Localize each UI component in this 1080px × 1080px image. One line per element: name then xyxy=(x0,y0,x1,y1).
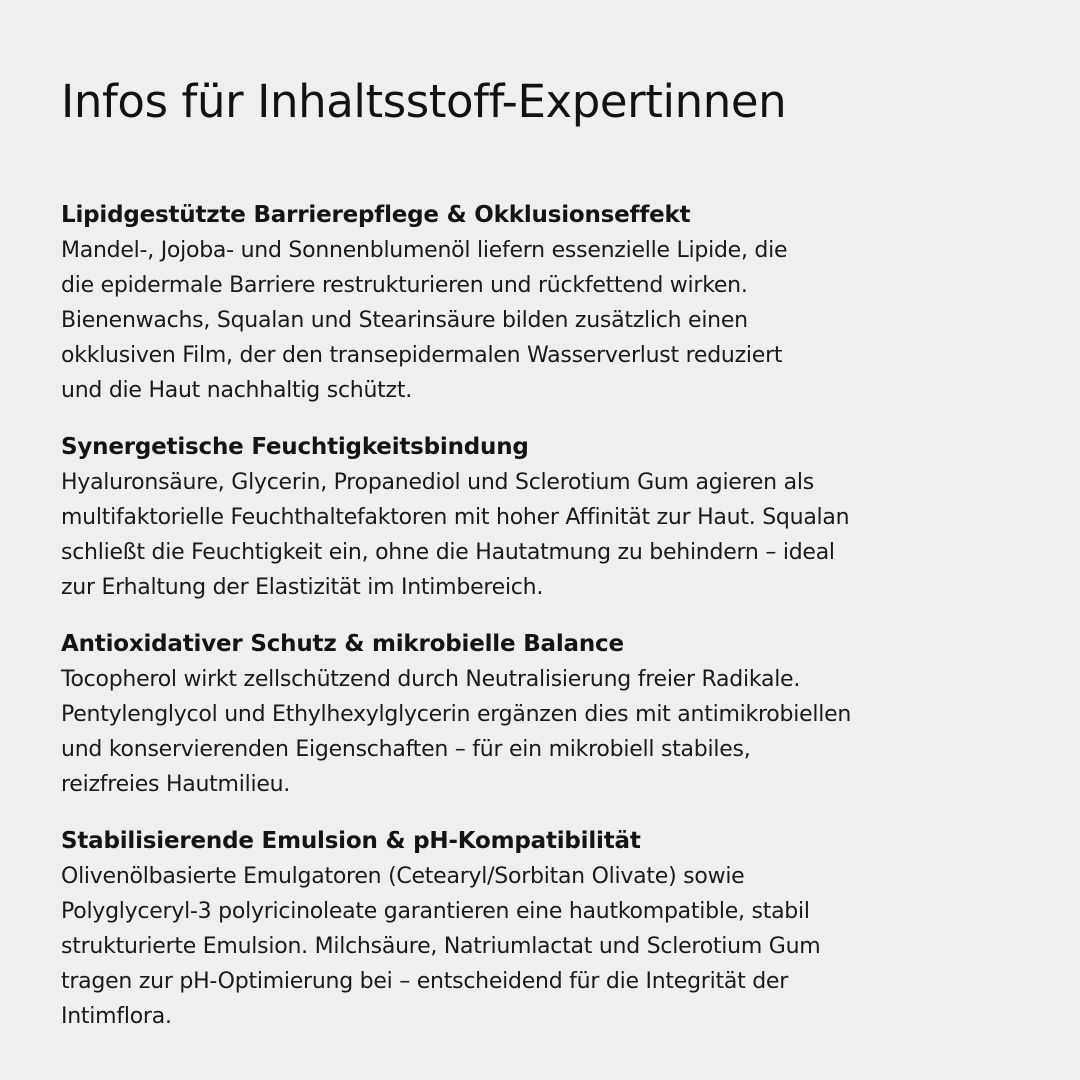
section-text-line: und konservierenden Eigenschaften – für ein mikrobiell stabiles, xyxy=(61,737,751,762)
section-text-line: multifaktorielle Feuchthaltefaktoren mit hoher Affinität zur Haut. Squalan xyxy=(61,505,850,530)
section-heading: Stabilisierende Emulsion & pH-Kompatibilität xyxy=(61,828,641,854)
section-body xyxy=(61,662,1020,802)
section-text-line: Hyaluronsäure, Glycerin, Propanediol und Sclerotium Gum agieren als xyxy=(61,470,814,495)
section-moisture-binding xyxy=(61,430,1020,605)
section-text-line: Bienenwachs, Squalan und Stearinsäure bilden zusätzlich einen xyxy=(61,308,748,333)
section-body xyxy=(61,859,1020,1034)
section-text-line: Tocopherol wirkt zellschützend durch Neutralisierung freier Radikale. xyxy=(61,667,801,692)
section-text-line: schließt die Feuchtigkeit ein, ohne die Hautatmung zu behindern – ideal xyxy=(61,540,835,565)
section-heading: Antioxidativer Schutz & mikrobielle Balance xyxy=(61,631,624,657)
section-text-line: zur Erhaltung der Elastizität im Intimbereich. xyxy=(61,575,544,600)
section-emulsion-ph xyxy=(61,824,1020,1034)
section-text-line: okklusiven Film, der den transepidermalen Wasserverlust reduziert xyxy=(61,343,783,368)
section-text-line: und die Haut nachhaltig schützt. xyxy=(61,378,412,403)
section-text-line: die epidermale Barriere restrukturieren und rückfettend wirken. xyxy=(61,273,748,298)
section-antioxidant-protection xyxy=(61,627,1020,802)
section-text-line: Mandel-, Jojoba- und Sonnenblumenöl liefern essenzielle Lipide, die xyxy=(61,238,788,263)
page-title: Infos für Inhaltsstoff-Expertinnen xyxy=(61,75,787,128)
section-text-line: Polyglyceryl-3 polyricinoleate garantieren eine hautkompatible, stabil xyxy=(61,899,810,924)
section-text-line: Olivenölbasierte Emulgatoren (Cetearyl/Sorbitan Olivate) sowie xyxy=(61,864,745,889)
section-text-line: strukturierte Emulsion. Milchsäure, Natriumlactat und Sclerotium Gum xyxy=(61,934,821,959)
sections-list xyxy=(61,198,1020,1034)
section-heading: Synergetische Feuchtigkeitsbindung xyxy=(61,434,529,460)
section-body xyxy=(61,233,1020,408)
section-text-line: reizfreies Hautmilieu. xyxy=(61,772,291,797)
section-body xyxy=(61,465,1020,605)
section-lipid-barrier xyxy=(61,198,1020,408)
section-text-line: tragen zur pH-Optimierung bei – entscheidend für die Integrität der xyxy=(61,969,788,994)
section-text-line: Pentylenglycol und Ethylhexylglycerin ergänzen dies mit antimikrobiellen xyxy=(61,702,852,727)
section-heading: Lipidgestützte Barrierepflege & Okklusionseffekt xyxy=(61,202,691,228)
section-text-line: Intimflora. xyxy=(61,1004,172,1029)
